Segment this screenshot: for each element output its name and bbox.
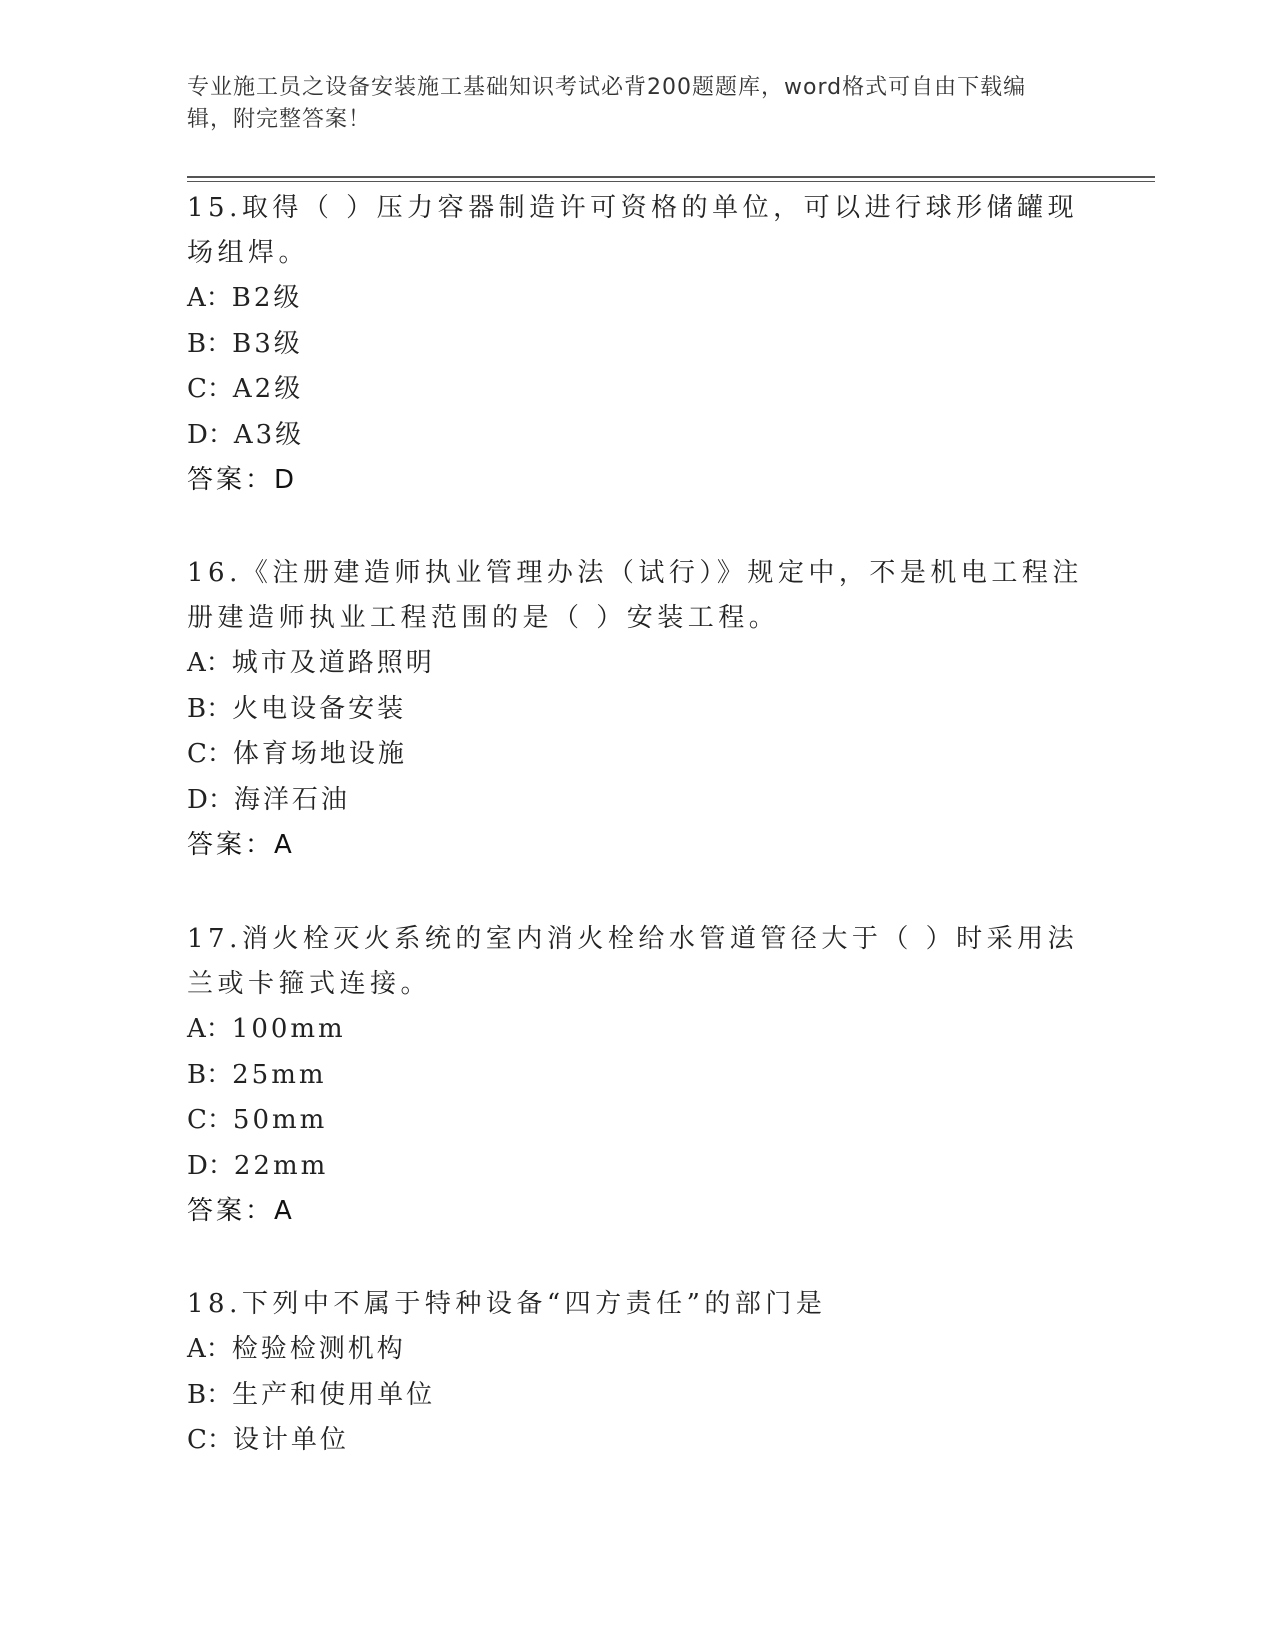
question-18 <box>187 1282 1087 1464</box>
option-letter: D： <box>187 784 234 815</box>
option-letter: D： <box>187 1150 234 1181</box>
option-text: 生产和使用单位 <box>232 1379 436 1410</box>
option-b <box>187 1053 1087 1099</box>
option-text: 50mm <box>232 1105 328 1135</box>
option-letter: D： <box>187 419 234 450</box>
option-letter: A： <box>187 648 232 678</box>
question-17 <box>187 917 1087 1234</box>
option-text: 25mm <box>232 1059 327 1090</box>
option-letter: B： <box>187 1379 233 1410</box>
option-text: 100mm <box>231 1014 346 1044</box>
option-b <box>187 1373 1087 1419</box>
header-divider-thin <box>187 181 1155 182</box>
option-letter: B： <box>187 693 233 724</box>
question-stem: 17.消火栓灭火系统的室内消火栓给水管道管径大于（ ）时采用法兰或卡箍式连接。 <box>187 924 1079 999</box>
option-a <box>187 276 1087 322</box>
option-letter: C： <box>187 374 233 404</box>
question-stem: 15.取得（ ）压力容器制造许可资格的单位，可以进行球形储罐现场组焊。 <box>187 193 1079 268</box>
option-letter: C： <box>187 739 233 769</box>
option-text: 22mm <box>233 1150 329 1181</box>
option-text: B3级 <box>232 328 303 359</box>
option-text: A3级 <box>233 419 305 450</box>
option-d <box>187 413 1087 459</box>
option-letter: B： <box>187 1059 233 1090</box>
option-text: 体育场地设施 <box>232 739 407 769</box>
option-text: 海洋石油 <box>233 784 350 815</box>
question-15 <box>187 186 1087 503</box>
option-text: 火电设备安装 <box>232 693 407 724</box>
option-b <box>187 687 1087 733</box>
option-text: 设计单位 <box>232 1425 349 1455</box>
answer-line: 答案：D <box>187 465 298 495</box>
option-text: B2级 <box>231 283 303 313</box>
option-b <box>187 322 1087 368</box>
option-letter: A： <box>187 1014 232 1044</box>
question-stem: 16.《注册建造师执业管理办法（试行）》规定中，不是机电工程注册建造师执业工程范围的是（ ）安装工程。 <box>187 558 1083 633</box>
question-16 <box>187 551 1087 868</box>
option-text: 城市及道路照明 <box>231 648 435 678</box>
option-letter: C： <box>187 1105 233 1135</box>
option-a <box>187 1327 1087 1373</box>
option-c <box>187 1418 1087 1464</box>
option-text: 检验检测机构 <box>231 1334 406 1364</box>
option-letter: A： <box>187 283 232 313</box>
option-text: A2级 <box>232 374 304 404</box>
option-a <box>187 1007 1087 1053</box>
option-c <box>187 367 1087 413</box>
option-letter: A： <box>187 1334 232 1364</box>
answer-line: 答案：A <box>187 1196 295 1226</box>
answer-line: 答案：A <box>187 830 295 860</box>
option-d <box>187 1144 1087 1190</box>
option-c <box>187 732 1087 778</box>
document-header: 专业施工员之设备安装施工基础知识考试必背200题题库，word格式可自由下载编辑，附完整答案！ <box>187 75 1027 132</box>
option-letter: C： <box>187 1425 233 1455</box>
question-stem: 18.下列中不属于特种设备“四方责任”的部门是 <box>187 1289 827 1319</box>
header-divider <box>187 176 1155 178</box>
option-a <box>187 641 1087 687</box>
option-c <box>187 1098 1087 1144</box>
option-letter: B： <box>187 328 233 359</box>
option-d <box>187 778 1087 824</box>
